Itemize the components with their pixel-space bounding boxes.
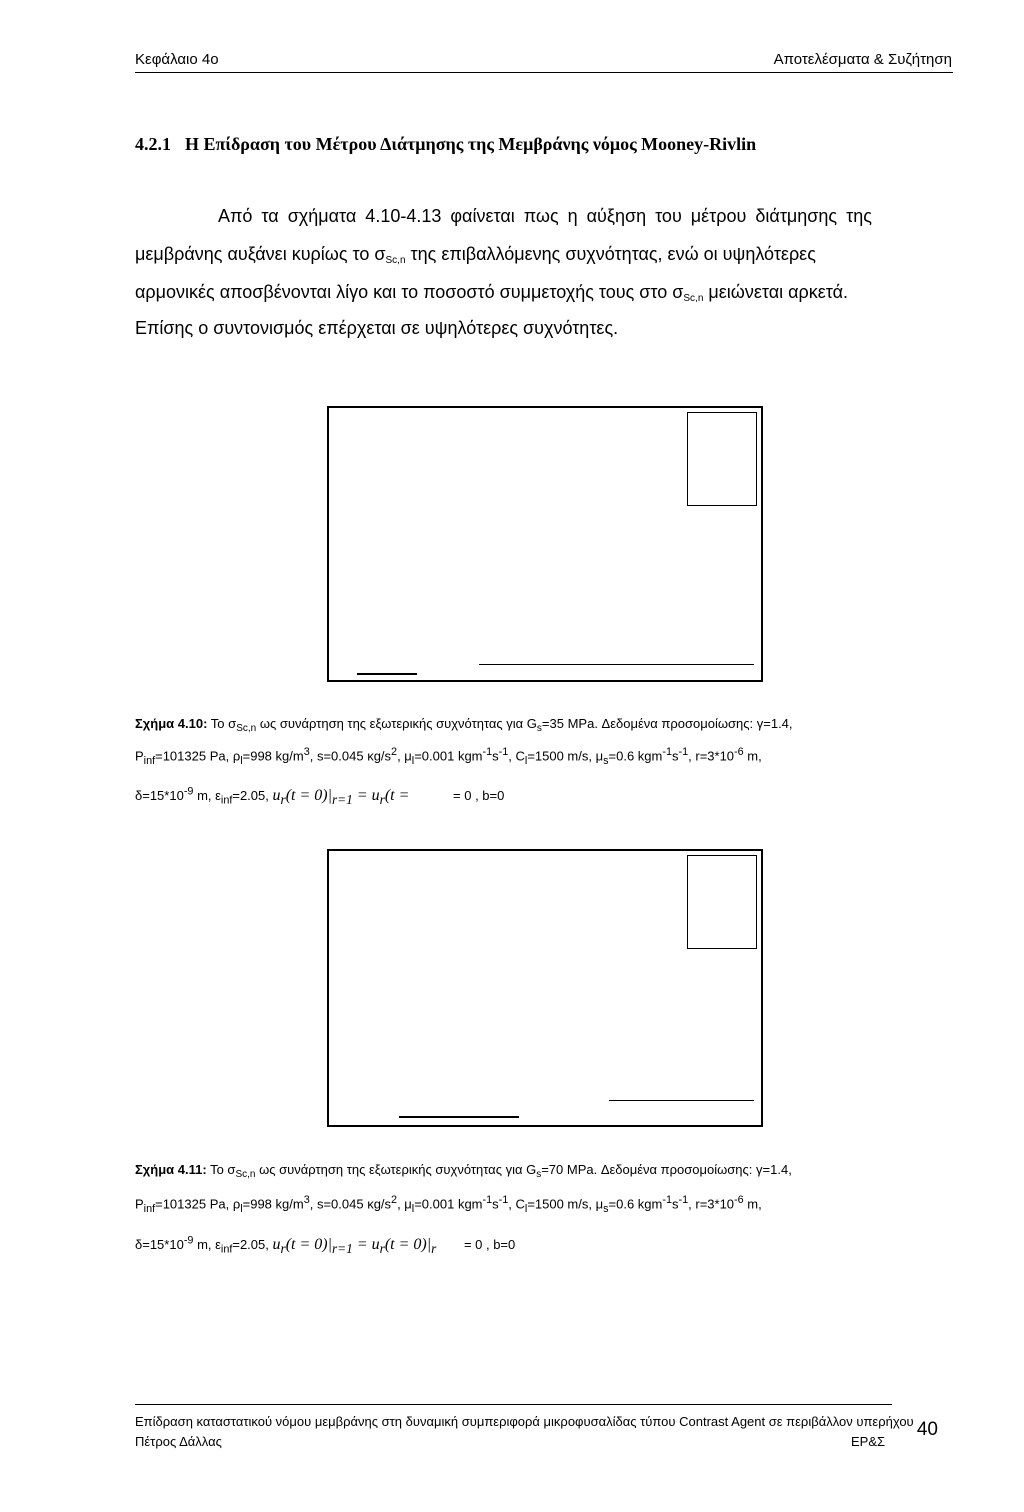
header-rule xyxy=(135,72,953,73)
paragraph-text: αρμονικές αποσβένονται λίγο και το ποσοστό συμμετοχής τους στο σ xyxy=(135,282,684,302)
caption-params: $\delta=15*10^{-9}$ m, $\varepsilon_{inf}=2.05$, xyxy=(135,786,269,807)
figure-4-10-plot xyxy=(327,406,763,682)
caption-text: ως συνάρτηση της εξωτερικής συχνότητας για G xyxy=(256,716,537,731)
footer-rule xyxy=(135,1404,892,1405)
paragraph-line-4: Επίσης ο συντονισμός επέρχεται σε υψηλότερες συχνότητες. xyxy=(135,318,619,338)
figure-4-10-legend-box xyxy=(687,412,757,506)
sigma-subscript: Sc,n xyxy=(683,293,704,304)
boundary-condition-formula: $u_r(t = 0)|_{r=1} = u_r(t$ = xyxy=(272,787,410,808)
caption-text: ως συνάρτηση της εξωτερικής συχνότητας για G xyxy=(255,1162,537,1177)
page-number: 40 xyxy=(916,1419,938,1440)
section-heading xyxy=(135,134,756,155)
paragraph-text: της επιβαλλόμενης συχνότητας, ενώ οι υψηλότερες xyxy=(405,244,816,264)
sigma-subscript: Sc,n xyxy=(385,255,406,266)
figure-label: Σχήμα 4.10: xyxy=(135,716,208,731)
gs-subscript: s xyxy=(536,723,542,734)
caption-text: Το σ xyxy=(206,1162,236,1177)
caption-text: Το σ xyxy=(207,716,237,731)
caption-text: = 0 , b=0 xyxy=(463,1237,516,1253)
gs-subscript: s xyxy=(536,1169,542,1180)
figure-4-10-axis-fragment xyxy=(357,673,417,675)
figure-4-11-caption-line-1 xyxy=(135,1162,792,1180)
sigma-subscript: Sc,n xyxy=(235,1169,256,1180)
figure-4-11-curve-trace xyxy=(609,1100,754,1101)
footer-department: ΕΡ&Σ xyxy=(851,1434,886,1449)
figure-4-11-legend-box xyxy=(687,855,757,949)
paragraph-text: μεμβράνης αυξάνει κυρίως το σ xyxy=(135,244,386,264)
figure-4-11-caption-line-3 xyxy=(135,1235,515,1258)
figure-4-11-caption-line-2: $P_{inf}=101325$ Pa, $\rho_l=998$ $kg/m^3$, s=0.045 $\kappa g/s^2$, $\mu_l=0.001$ $kgm^{-1}s^{-1}$, $C_l=1500$ m/s, $\mu_s=0.6$ $kgm^{-1}s^{-1}$, $r=3*10^{-6}$ m, xyxy=(135,1194,762,1215)
header-chapter: Κεφάλαιο 4ο xyxy=(135,51,219,68)
footer-author: Πέτρος Δάλλας xyxy=(135,1434,222,1449)
footer-thesis-title: Επίδραση καταστατικού νόμου μεμβράνης στη δυναμική συμπεριφορά μικροφυσαλίδας τύπου Contrast Agent σε περιβάλλον υπερήχου xyxy=(135,1414,914,1429)
caption-params: $\delta=15*10^{-9}$ m, $\varepsilon_{inf}=2.05$, xyxy=(135,1235,269,1256)
header-section: Αποτελέσματα & Συζήτηση xyxy=(773,51,952,68)
figure-4-10-caption-line-3 xyxy=(135,786,504,809)
paragraph-line-2 xyxy=(135,244,816,266)
sigma-subscript: Sc,n xyxy=(236,723,257,734)
boundary-condition-formula: $u_r(t = 0)|_{r=1} = u_r(t = 0)|_r$ xyxy=(272,1236,437,1257)
figure-4-10-caption-line-2: $P_{inf}=101325$ Pa, $\rho_l=998$ $kg/m^3$, s=0.045 $\kappa g/s^2$, $\mu_l=0.001$ $kgm^{-1}s^{-1}$, $C_l=1500$ m/s, $\mu_s=0.6$ $kgm^{-1}s^{-1}$, $r=3*10^{-6}$ m, xyxy=(135,746,762,767)
section-number: 4.2.1 xyxy=(135,134,171,154)
figure-label: Σχήμα 4.11: xyxy=(135,1162,207,1177)
figure-4-11-plot xyxy=(327,849,763,1127)
figure-4-10-caption-line-1 xyxy=(135,716,793,734)
paragraph-line-3 xyxy=(135,282,848,304)
paragraph-line-1: Από τα σχήματα 4.10-4.13 φαίνεται πως η αύξηση του μέτρου διάτμησης της xyxy=(218,206,872,226)
paragraph-text: μειώνεται αρκετά. xyxy=(703,282,849,302)
caption-text: =35 MPa. Δεδομένα προσομοίωσης: γ=1.4, xyxy=(541,716,793,731)
figure-4-10-curve-trace xyxy=(479,664,754,665)
caption-text: =70 MPa. Δεδομένα προσομοίωσης: γ=1.4, xyxy=(541,1162,792,1177)
section-title: Η Επίδραση του Μέτρου Διάτμησης της Μεμβράνης νόμος Mooney-Rivlin xyxy=(185,134,757,154)
caption-text: = 0 , b=0 xyxy=(453,788,505,804)
figure-4-11-axis-fragment xyxy=(399,1116,519,1118)
